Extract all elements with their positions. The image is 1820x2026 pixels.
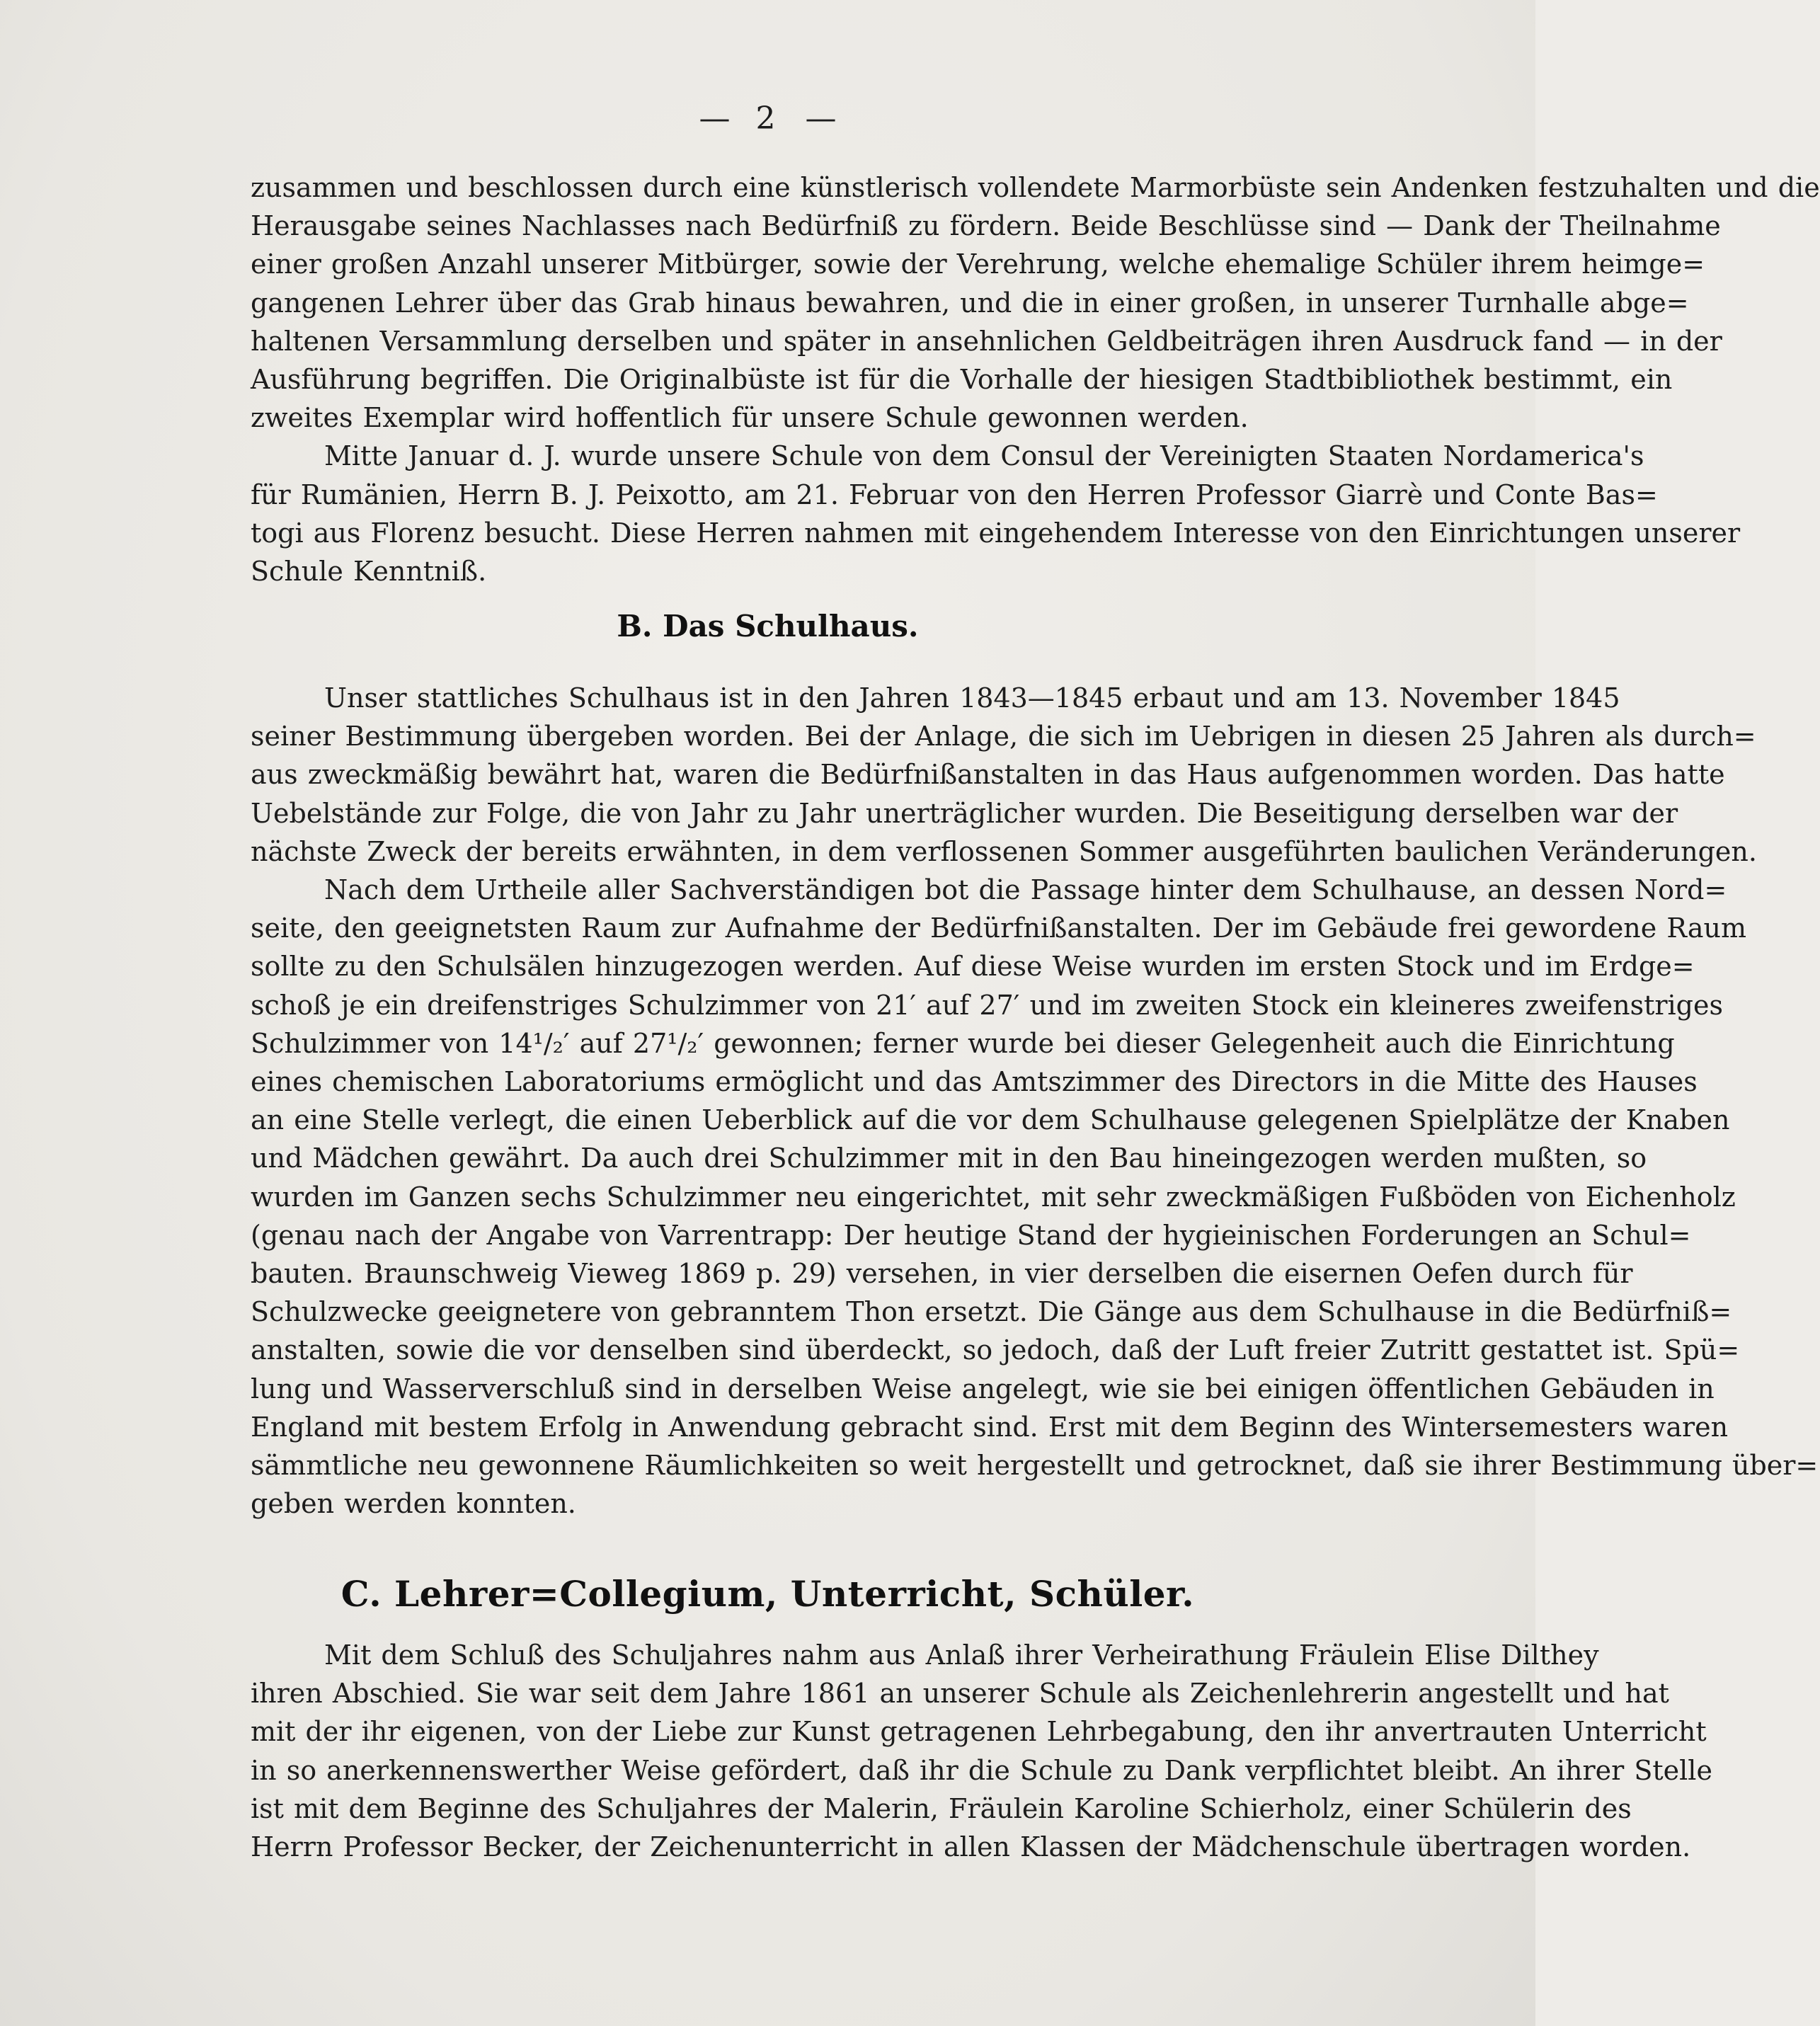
section-b-heading: B. Das Schulhaus. <box>617 609 919 643</box>
text-line: wurden im Ganzen sechs Schulzimmer neu eingerichtet, mit sehr zweckmäßigen Fußböden von Eichenholz <box>251 1181 1736 1213</box>
text-line: sollte zu den Schulsälen hinzugezogen werden. Auf diese Weise wurden im ersten Stock und im Erdge= <box>251 951 1695 983</box>
text-line: haltenen Versammlung derselben und später in ansehnlichen Geldbeiträgen ihren Ausdruck fand — in der <box>251 325 1722 357</box>
text-line: seiner Bestimmung übergeben worden. Bei der Anlage, die sich im Uebrigen in diesen 25 Jahren als durch= <box>251 721 1756 752</box>
text-line: togi aus Florenz besucht. Diese Herren nahmen mit eingehendem Interesse von den Einrichtungen unserer <box>251 517 1741 549</box>
text-line: an eine Stelle verlegt, die einen Ueberblick auf die vor dem Schulhause gelegenen Spielplätze der Knaben <box>251 1104 1730 1136</box>
text-line: (genau nach der Angabe von Varrentrapp: Der heutige Stand der hygieinischen Forderungen an Schul= <box>251 1219 1691 1251</box>
text-line: einer großen Anzahl unserer Mitbürger, sowie der Verehrung, welche ehemalige Schüler ihrem heimge= <box>251 248 1705 280</box>
text-line: zweites Exemplar wird hoffentlich für unsere Schule gewonnen werden. <box>251 402 1249 434</box>
text-line: Schulzimmer von 14¹/₂′ auf 27¹/₂′ gewonnen; ferner wurde bei dieser Gelegenheit auch die Einrichtung <box>251 1027 1675 1059</box>
text-line: Unser stattliches Schulhaus ist in den Jahren 1843—1845 erbaut und am 13. November 1845 <box>324 682 1620 714</box>
text-line: Mitte Januar d. J. wurde unsere Schule von dem Consul der Vereinigten Staaten Nordamerica's <box>324 440 1644 472</box>
text-line: und Mädchen gewährt. Da auch drei Schulzimmer mit in den Bau hineingezogen werden mußten, so <box>251 1143 1647 1174</box>
text-line: Uebelstände zur Folge, die von Jahr zu Jahr unerträglicher wurden. Die Beseitigung derselben war der <box>251 797 1678 829</box>
text-line: aus zweckmäßig bewährt hat, waren die Bedürfnißanstalten in das Haus aufgenommen worden. Das hatte <box>251 759 1725 791</box>
page-number-value: 2 <box>755 101 780 137</box>
text-line: Herausgabe seines Nachlasses nach Bedürfniß zu fördern. Beide Beschlüsse sind — Dank der Theilnahme <box>251 210 1721 242</box>
text-line: Herrn Professor Becker, der Zeichenunterricht in allen Klassen der Mädchenschule übertragen worden. <box>251 1831 1691 1863</box>
text-line: England mit bestem Erfolg in Anwendung gebracht sind. Erst mit dem Beginn des Wintersemesters waren <box>251 1411 1729 1443</box>
text-line: in so anerkennenswerther Weise gefördert, daß ihr die Schule zu Dank verpflichtet bleibt. An ihrer Stelle <box>251 1754 1712 1786</box>
text-line: ist mit dem Beginne des Schuljahres der Malerin, Fräulein Karoline Schierholz, einer Schülerin des <box>251 1792 1632 1824</box>
text-line: eines chemischen Laboratoriums ermöglicht und das Amtszimmer des Directors in die Mitte des Hauses <box>251 1066 1698 1098</box>
section-c-heading: C. Lehrer=Collegium, Unterricht, Schüler. <box>340 1573 1195 1615</box>
text-line: geben werden konnten. <box>251 1488 576 1520</box>
text-line: Schulzwecke geeignetere von gebranntem Thon ersetzt. Die Gänge aus dem Schulhause in die Bedürfniß= <box>251 1296 1732 1328</box>
text-line: lung und Wasserverschluß sind in derselben Weise angelegt, wie sie bei einigen öffentlichen Gebäuden in <box>251 1373 1715 1404</box>
text-line: ihren Abschied. Sie war seit dem Jahre 1861 an unserer Schule als Zeichenlehrerin angestellt und hat <box>251 1678 1669 1710</box>
section-a-text <box>251 168 1820 590</box>
text-line: Mit dem Schluß des Schuljahres nahm aus Anlaß ihrer Verheirathung Fräulein Elise Dilthey <box>324 1639 1599 1671</box>
text-line: bauten. Braunschweig Vieweg 1869 p. 29) versehen, in vier derselben die eisernen Oefen durch für <box>251 1258 1633 1290</box>
text-line: Schule Kenntniß. <box>251 556 487 588</box>
text-line: Ausführung begriffen. Die Originalbüste ist für die Vorhalle der hiesigen Stadtbibliothek bestimmt, ein <box>251 364 1673 396</box>
text-line: Nach dem Urtheile aller Sachverständigen bot die Passage hinter dem Schulhause, an dessen Nord= <box>324 874 1727 906</box>
text-line: schoß je ein dreifenstriges Schulzimmer von 21′ auf 27′ und im zweiten Stock ein kleineres zweifenstriges <box>251 989 1723 1021</box>
text-line: gangenen Lehrer über das Grab hinaus bewahren, und die in einer großen, in unserer Turnhalle abge= <box>251 287 1689 319</box>
section-b-text <box>251 679 1819 1523</box>
text-line: zusammen und beschlossen durch eine künstlerisch vollendete Marmorbüste sein Andenken festzuhalten und die <box>251 172 1820 203</box>
section-c-text <box>251 1636 1712 1866</box>
text-line: für Rumänien, Herrn B. J. Peixotto, am 21. Februar von den Herren Professor Giarrè und Conte Bas= <box>251 479 1658 510</box>
text-line: anstalten, sowie die vor denselben sind überdeckt, so jedoch, daß der Luft freier Zutritt gestattet ist. Spü= <box>251 1334 1740 1366</box>
text-line: nächste Zweck der bereits erwähnten, in dem verflossenen Sommer ausgeführten baulichen Veränderungen. <box>251 835 1757 867</box>
text-line: seite, den geeignetsten Raum zur Aufnahme der Bedürfnißanstalten. Der im Gebäude frei gewordene Raum <box>251 912 1746 944</box>
text-line: mit der ihr eigenen, von der Liebe zur Kunst getragenen Lehrbegabung, den ihr anvertrauten Unterricht <box>251 1716 1707 1748</box>
page-number: — 2 — <box>699 101 837 137</box>
text-line: sämmtliche neu gewonnene Räumlichkeiten so weit hergestellt und getrocknet, daß sie ihrer Bestimmung über= <box>251 1450 1819 1482</box>
